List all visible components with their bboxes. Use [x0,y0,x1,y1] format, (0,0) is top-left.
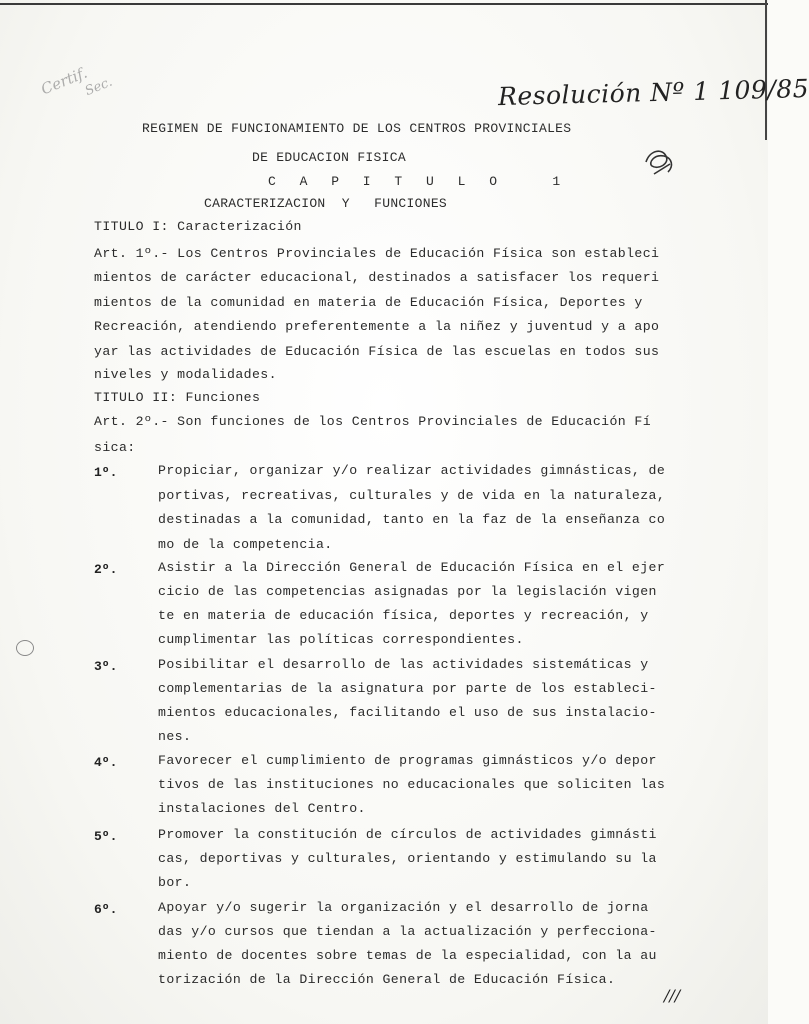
handwritten-initials-scribble [640,144,680,178]
titulo-1-heading: TITULO I: Caracterización [94,219,302,234]
continuation-marks: /// [664,986,681,1005]
item-line: destinadas a la comunidad, tanto en la faz de la enseñanza co [158,512,666,527]
item-line: das y/o cursos que tiendan a la actualización y perfecciona- [158,924,657,939]
art1-line: Art. 1º.- Los Centros Provinciales de Educación Física son estableci [94,246,660,261]
item-number: 2º. [94,562,118,577]
art1-line: Recreación, atendiendo preferentemente a la niñez y juventud y a apo [94,319,660,334]
item-line: mo de la competencia. [158,537,333,552]
item-line: miento de docentes sobre temas de la especialidad, con la au [158,948,657,963]
art2-line: Art. 2º.- Son funciones de los Centros Provinciales de Educación Fí [94,414,652,429]
art1-line: mientos de la comunidad en materia de Educación Física, Deportes y [94,295,643,310]
handwritten-resolution-number: Resolución Nº 1 109/85 [497,73,809,112]
art1-line: mientos de carácter educacional, destinados a satisfacer los requeri [94,270,660,285]
item-line: torización de la Dirección General de Educación Física. [158,972,616,987]
item-line: instalaciones del Centro. [158,801,366,816]
item-number: 4º. [94,755,118,770]
art1-line: niveles y modalidades. [94,367,277,382]
item-line: Asistir a la Dirección General de Educación Física en el ejer [158,560,666,575]
punch-hole-mark [16,640,34,656]
item-number: 1º. [94,465,118,480]
chapter-heading: C A P I T U L O 1 [268,174,569,189]
titulo-2-heading: TITULO II: Funciones [94,390,261,405]
item-line: portivas, recreativas, culturales y de vida en la naturaleza, [158,488,666,503]
item-line: te en materia de educación física, deportes y recreación, y [158,608,649,623]
faded-stamp [32,16,179,130]
item-line: Propiciar, organizar y/o realizar actividades gimnásticas, de [158,463,666,478]
item-line: cumplimentar las políticas correspondientes. [158,632,524,647]
item-line: bor. [158,875,192,890]
item-line: Apoyar y/o sugerir la organización y el desarrollo de jorna [158,900,649,915]
item-line: complementarias de la asignatura por parte de los estableci- [158,681,657,696]
art2-line: sica: [94,440,136,455]
item-number: 6º. [94,902,118,917]
stamp-line-2: Sec. [82,74,115,100]
item-line: cicio de las competencias asignadas por la legislación vigen [158,584,657,599]
item-line: cas, deportivas y culturales, orientando y estimulando su la [158,851,657,866]
top-border-line [0,3,768,5]
item-line: nes. [158,729,192,744]
chapter-title: CARACTERIZACION Y FUNCIONES [204,196,448,211]
right-border-line [765,0,767,140]
document-title-line-2: DE EDUCACION FISICA [252,150,406,165]
item-line: Promover la constitución de círculos de actividades gimnásti [158,827,657,842]
item-line: mientos educacionales, facilitando el uso de sus instalacio- [158,705,657,720]
stamp-line-1: Certif. [38,63,90,99]
item-number: 5º. [94,829,118,844]
art1-line: yar las actividades de Educación Física de las escuelas en todos sus [94,344,660,359]
item-line: tivos de las instituciones no educacionales que soliciten las [158,777,666,792]
item-line: Favorecer el cumplimiento de programas gimnásticos y/o depor [158,753,657,768]
item-number: 3º. [94,659,118,674]
item-line: Posibilitar el desarrollo de las actividades sistemáticas y [158,657,649,672]
document-title-line-1: REGIMEN DE FUNCIONAMIENTO DE LOS CENTROS PROVINCIALES [142,121,572,136]
